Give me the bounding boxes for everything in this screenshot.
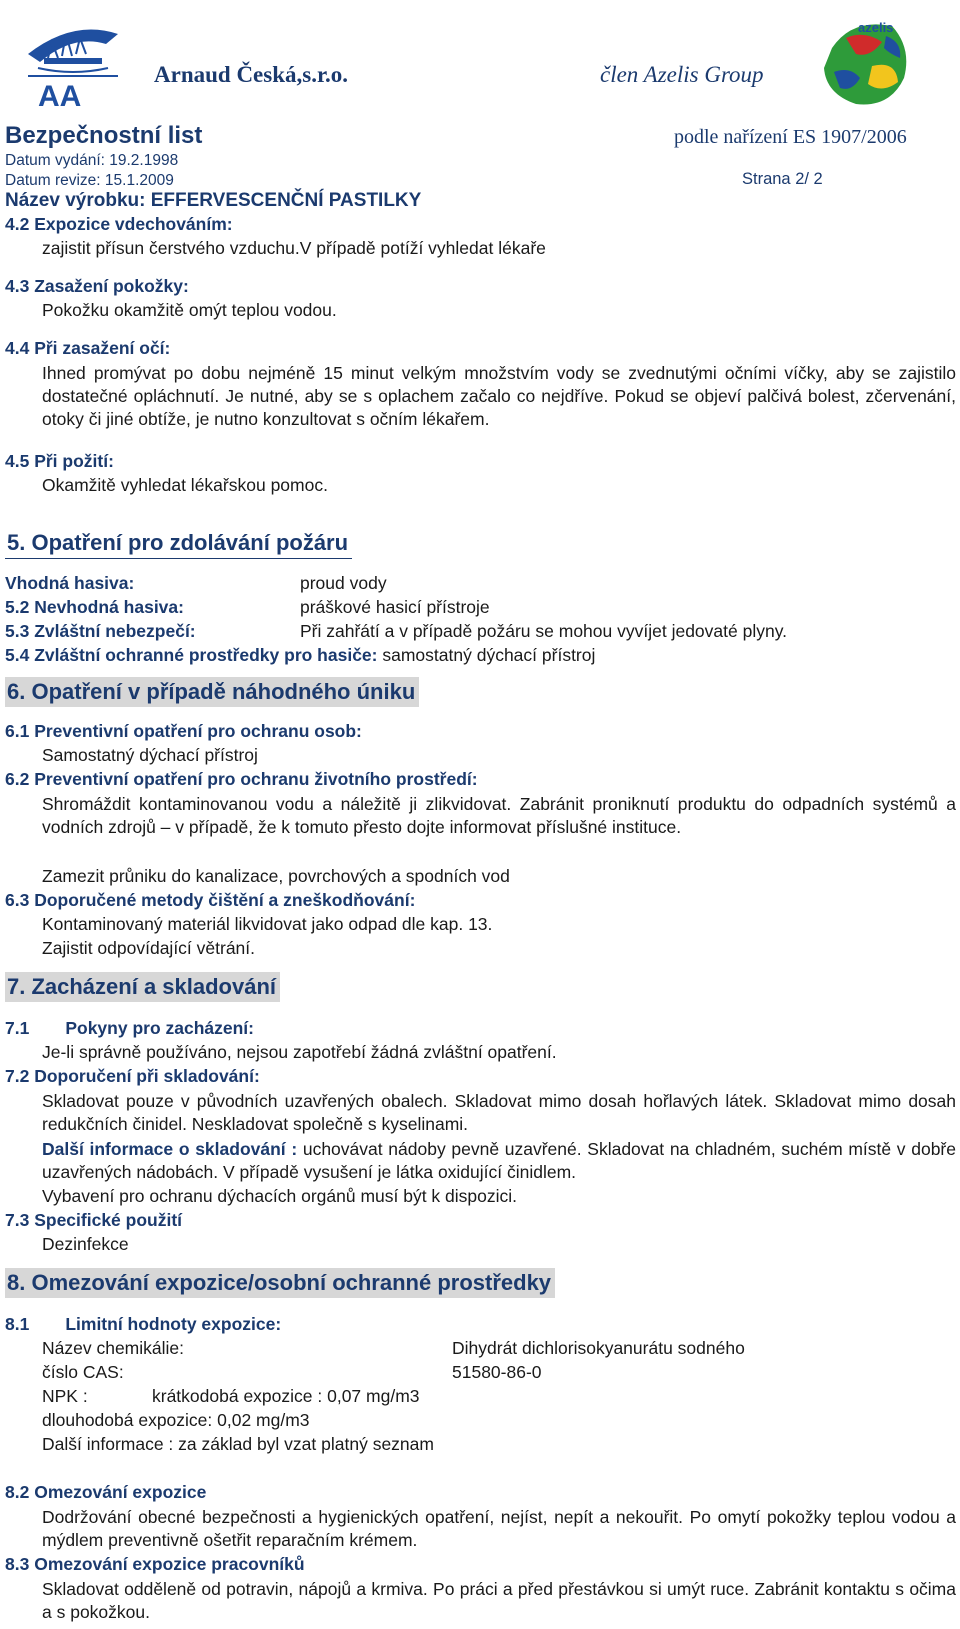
arnaud-ship-logo-icon (18, 14, 128, 114)
regulation-reference: podle nařízení ES 1907/2006 (674, 126, 907, 148)
cas-label: číslo CAS: (42, 1362, 124, 1382)
subsection-6-2-heading: 6.2 Preventivní opatření pro ochranu životního prostředí: (5, 769, 478, 789)
subsection-7-1-heading: 7.1 Pokyny pro zacházení: (5, 1018, 254, 1038)
svg-text:AA: AA (38, 80, 82, 113)
npk-label: NPK : (42, 1386, 88, 1406)
subsection-8-2-heading: 8.2 Omezování expozice (5, 1482, 207, 1502)
azelis-logo (812, 8, 922, 118)
subsection-4-3-text: Pokožku okamžitě omýt teplou vodou. (42, 300, 337, 320)
subsection-8-2-text: Dodržování obecné bezpečnosti a hygienických opatření, nejíst, nepít a nekouřit. Po omytí pokožky teplou vodou a mýdlem preventivně ošetřit reparačním krémem. (42, 1507, 956, 1550)
subsection-8-1-heading: 8.1 Limitní hodnoty expozice: (5, 1314, 282, 1334)
issue-date: Datum vydání: 19.2.1998 (5, 152, 179, 169)
subsection-5-2-value: práškové hasicí přístroje (300, 597, 490, 617)
subsection-6-1-text: Samostatný dýchací přístroj (42, 745, 258, 765)
suitable-extinguishers-label: Vhodná hasiva: (5, 573, 135, 593)
subsection-6-2-text: Shromáždit kontaminovanou vodu a náležitě ji zlikvidovat. Zabránit proniknutí produktu do odpadních systémů a vodních zdrojů – v případě, že k tomuto přesto dojte informovat příslušné instituce. (42, 794, 956, 837)
subsection-7-2-text: Skladovat pouze v původních uzavřených obalech. Skladovat mimo dosah hořlavých látek. Skladovat mimo dosah redukčních činidel. Neskladovat společně s kyselinami. (42, 1091, 956, 1134)
subsection-6-3-heading: 6.3 Doporučené metody čištění a zneškodňování: (5, 890, 416, 910)
npk-value: krátkodobá expozice : 0,07 mg/m3 (152, 1386, 420, 1406)
revision-date: Datum revize: 15.1.2009 (5, 172, 174, 189)
subsection-7-2-text-3: Vybavení pro ochranu dýchacích orgánů musí být k dispozici. (42, 1186, 518, 1206)
subsection-7-1-text: Je-li správně používáno, nejsou zapotřebí žádná zvláštní opatření. (42, 1042, 557, 1062)
subsection-4-3-heading: 4.3 Zasažení pokožky: (5, 276, 189, 296)
cas-value: 51580-86-0 (452, 1362, 542, 1382)
page-number: Strana 2/ 2 (742, 170, 823, 188)
subsection-7-2-more: Další informace o skladování : uchovávat nádoby pevně uzavřené. Skladovat na chladném, suchém místě v dobře uzavřených nádobách. V případě vysušení je látka oxidující činidlem. (42, 1139, 956, 1182)
subsection-4-4-heading: 4.4 Při zasažení očí: (5, 338, 171, 358)
section-8-heading: 8. Omezování expozice/osobní ochranné prostředky (5, 1268, 555, 1298)
long-term-exposure: dlouhodobá expozice: 0,02 mg/m3 (42, 1410, 310, 1430)
arnaud-logo (18, 14, 128, 114)
subsection-5-3-value: Při zahřátí a v případě požáru se mohou vyvíjet jedovaté plyny. (300, 621, 788, 641)
section-5-heading: 5. Opatření pro zdolávání požáru (5, 528, 352, 559)
subsection-4-5-text: Okamžitě vyhledat lékařskou pomoc. (42, 475, 328, 495)
subsection-7-3-text: Dezinfekce (42, 1234, 129, 1254)
subsection-6-2-text-2: Zamezit průniku do kanalizace, povrchových a spodních vod (42, 866, 510, 886)
subsection-4-4-text: Ihned promývat po dobu nejméně 15 minut velkým množstvím vody se zvednutými očními víčky, aby se zajistilo dostatečné opláchnutí. Je nutné, aby se s oplachem začalo co nejdříve. Pokud se objeví palčivá bolest, zčervenání, otoky či jiné obtíže, je nutno konzultovat s očním lékařem. (42, 363, 956, 429)
group-membership: člen Azelis Group (600, 62, 764, 87)
subsection-6-3-text-2: Zajistit odpovídající větrání. (42, 938, 256, 958)
subsection-4-2-text: zajistit přísun čerstvého vzduchu.V případě potíží vyhledat lékaře (42, 238, 546, 258)
section-7-heading: 7. Zacházení a skladování (5, 972, 280, 1002)
section-6-heading: 6. Opatření v případě náhodného úniku (5, 677, 419, 707)
company-name: Arnaud Česká,s.r.o. (154, 62, 349, 87)
subsection-8-3-text: Skladovat odděleně od potravin, nápojů a krmiva. Po práci a před přestávkou si umýt ruce. Zabránit kontaktu s očima a s pokožkou. (42, 1579, 956, 1622)
product-name: Název výrobku: EFFERVESCENČNÍ PASTILKY (5, 190, 422, 211)
additional-info: Další informace : za základ byl vzat platný seznam (42, 1434, 434, 1454)
subsection-5-2-label: 5.2 Nevhodná hasiva: (5, 597, 184, 617)
azelis-logo-text: azelis (858, 20, 894, 35)
subsection-7-2-heading: 7.2 Doporučení při skladování: (5, 1066, 260, 1086)
subsection-4-5-heading: 4.5 Při požití: (5, 451, 114, 471)
document-title: Bezpečnostní list (5, 122, 203, 149)
subsection-4-2-heading: 4.2 Expozice vdechováním: (5, 214, 233, 234)
subsection-6-1-heading: 6.1 Preventivní opatření pro ochranu osob: (5, 721, 362, 741)
subsection-5-3-label: 5.3 Zvláštní nebezpečí: (5, 621, 196, 641)
suitable-extinguishers-value: proud vody (300, 573, 387, 593)
subsection-5-4-line: 5.4 Zvláštní ochranné prostředky pro hasiče: samostatný dýchací přístroj (5, 645, 596, 665)
subsection-7-3-heading: 7.3 Specifické použití (5, 1210, 183, 1230)
subsection-6-3-text: Kontaminovaný materiál likvidovat jako odpad dle kap. 13. (42, 914, 493, 934)
subsection-8-3-heading: 8.3 Omezování expozice pracovníků (5, 1554, 305, 1574)
azelis-globe-logo-icon (812, 8, 922, 118)
chemical-name-label: Název chemikálie: (42, 1338, 184, 1358)
chemical-name-value: Dihydrát dichlorisokyanurátu sodného (452, 1338, 745, 1358)
